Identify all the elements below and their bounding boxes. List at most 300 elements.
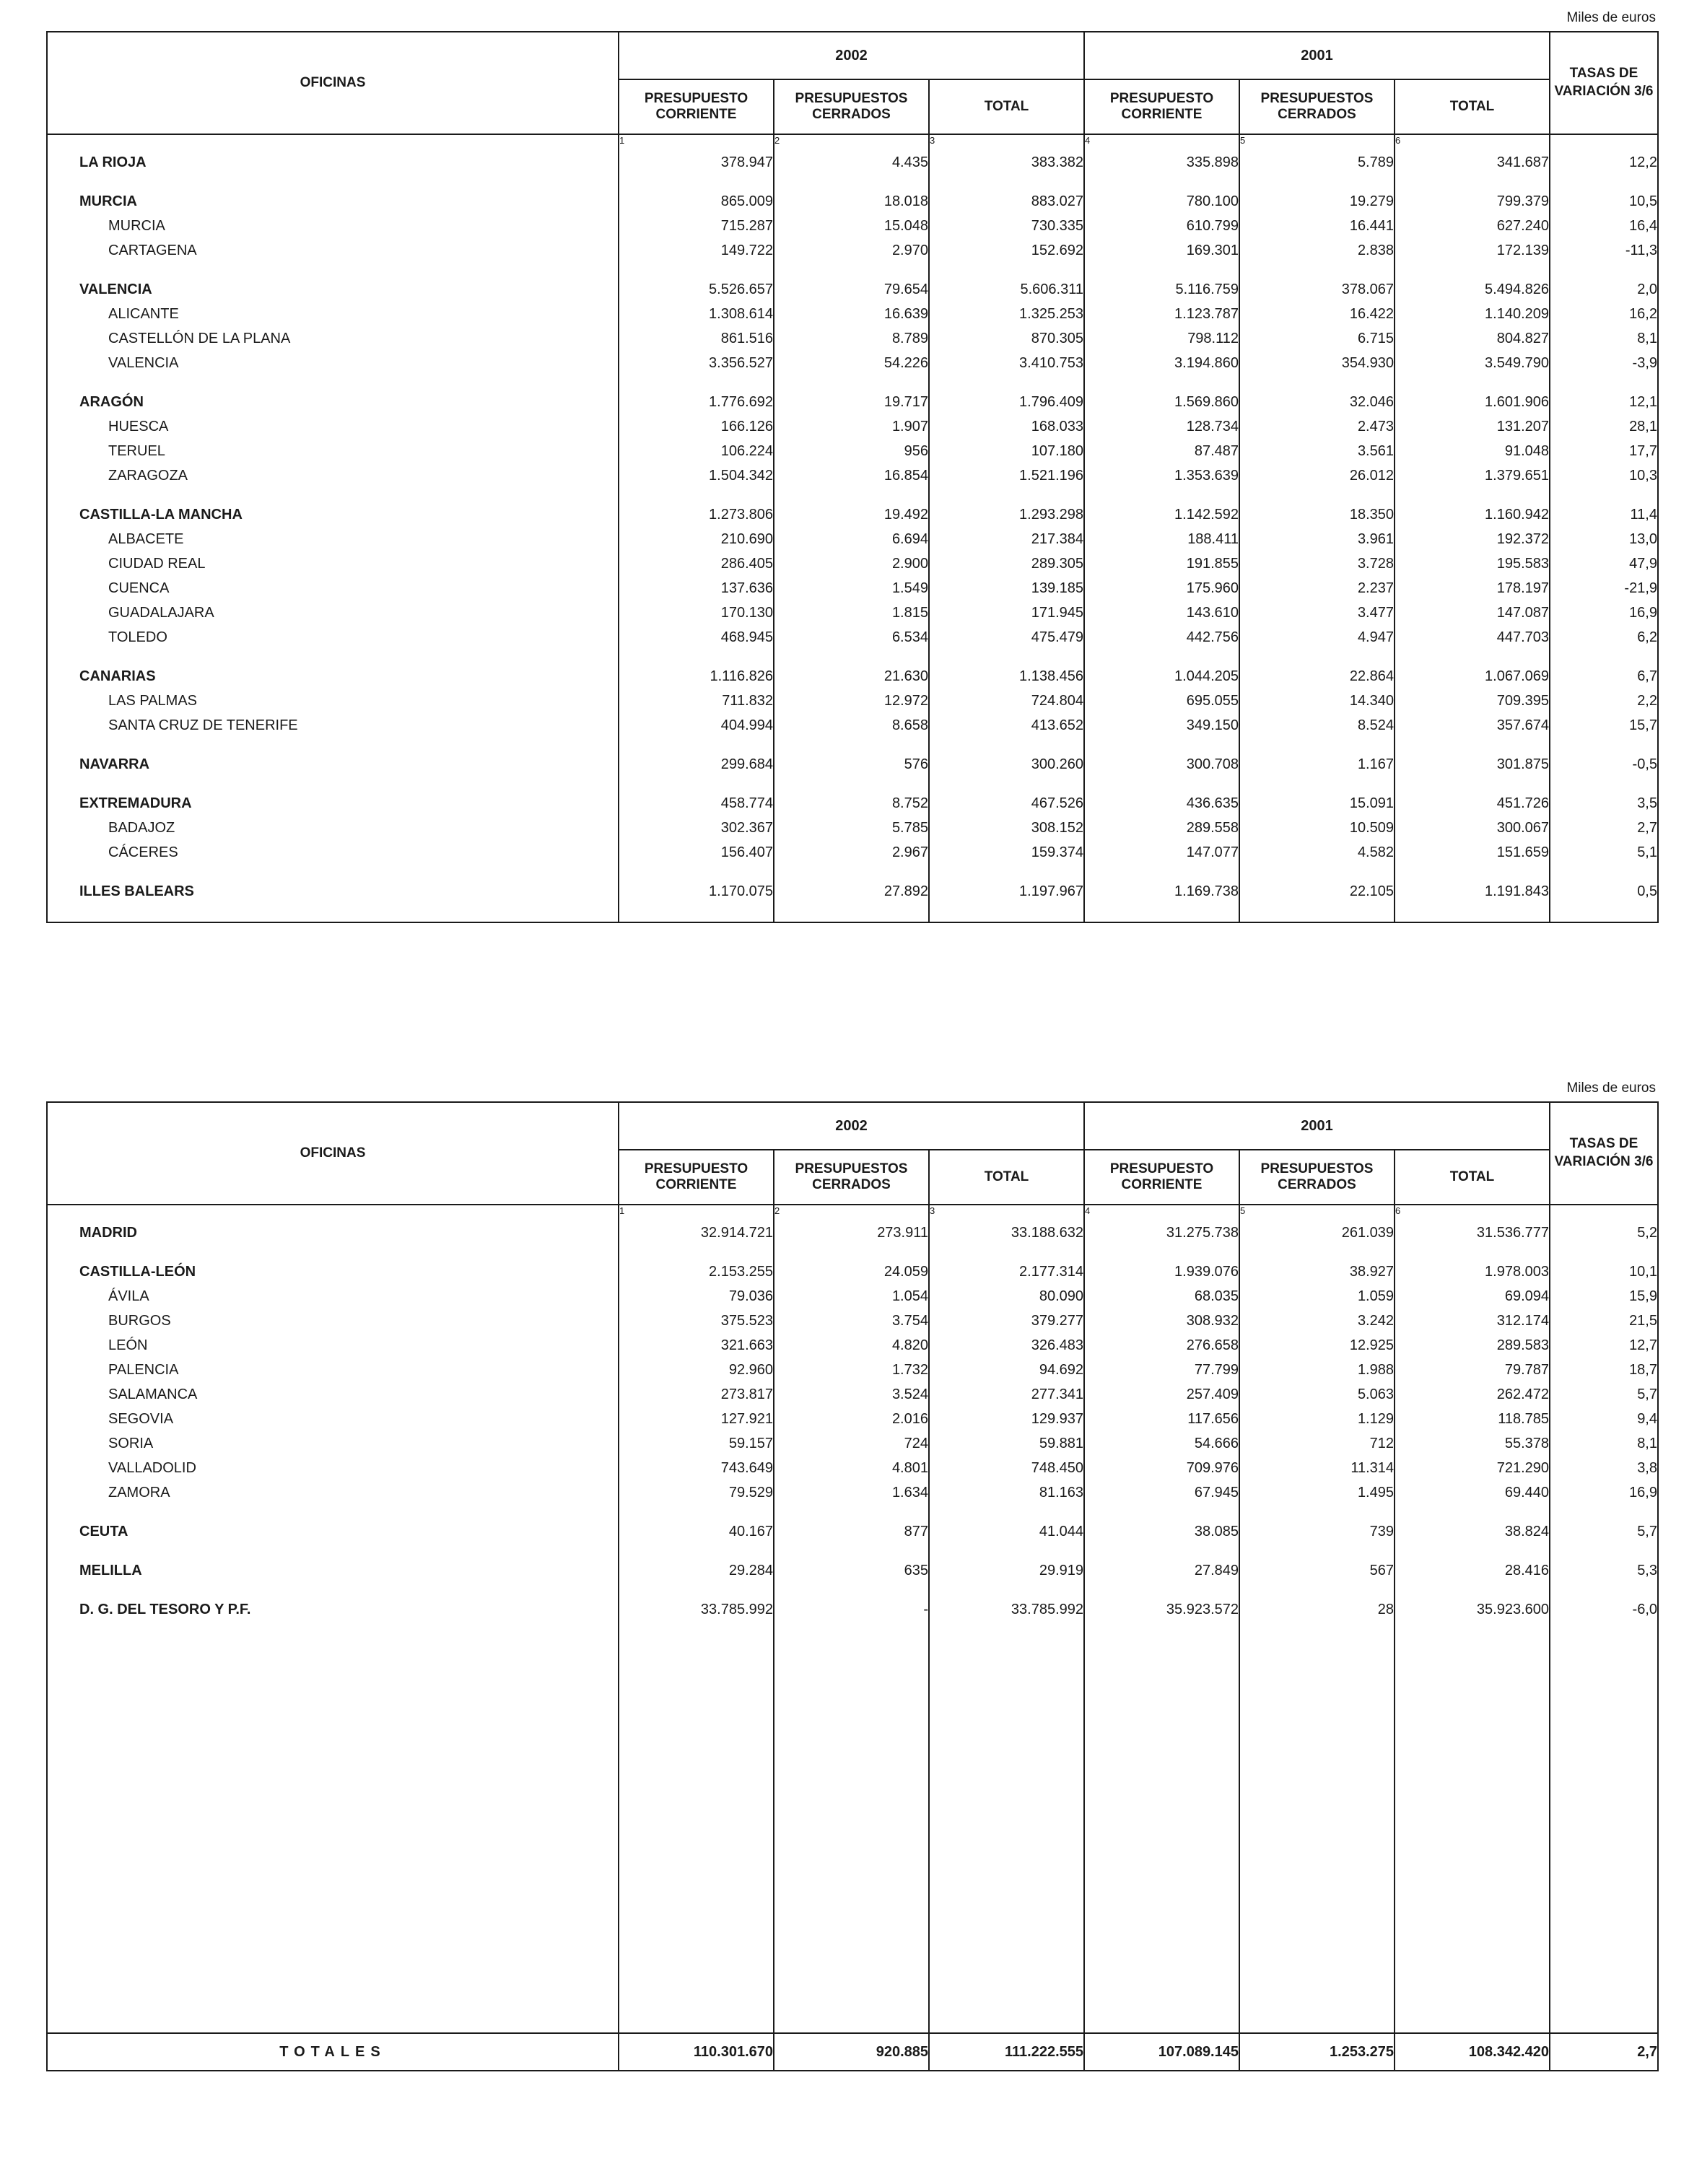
spacer-cell — [1084, 738, 1239, 752]
value-cell: 467.526 — [929, 791, 1084, 816]
value-cell: 712 — [1239, 1431, 1395, 1456]
value-cell: 447.703 — [1395, 625, 1550, 650]
spacer-cell — [929, 1622, 1084, 2033]
spacer-cell — [929, 904, 1084, 922]
totals-value: 920.885 — [774, 2033, 929, 2071]
value-cell: 59.881 — [929, 1431, 1084, 1456]
totals-value: 110.301.670 — [619, 2033, 774, 2071]
value-cell: 55.378 — [1395, 1431, 1550, 1456]
table-row — [47, 1220, 1658, 1245]
value-cell: 610.799 — [1084, 214, 1239, 238]
spacer-cell — [1239, 375, 1395, 390]
spacer-cell — [1395, 1544, 1550, 1558]
spacer-row — [47, 1622, 1658, 2033]
value-cell: 627.240 — [1395, 214, 1550, 238]
totals-row — [47, 2033, 1658, 2071]
value-cell: 24.059 — [774, 1259, 929, 1284]
value-cell: 721.290 — [1395, 1456, 1550, 1480]
office-label: MURCIA — [108, 217, 165, 234]
spacer-cell — [929, 1505, 1084, 1519]
value-cell: 375.523 — [619, 1309, 774, 1333]
value-cell: 273.911 — [774, 1220, 929, 1245]
table-row — [47, 1309, 1658, 1333]
value-cell: 12.925 — [1239, 1333, 1395, 1358]
spacer-cell — [929, 375, 1084, 390]
variation-value: 6,7 — [1550, 664, 1658, 689]
value-cell: 91.048 — [1395, 439, 1550, 463]
tasas-variacion-header: TASAS DE VARIACIÓN 3/6 — [1550, 1102, 1658, 1205]
office-label: ZAMORA — [108, 1484, 170, 1501]
table-row — [47, 1480, 1658, 1505]
value-cell: 188.411 — [1084, 527, 1239, 551]
value-cell: 799.379 — [1395, 189, 1550, 214]
table-row — [47, 664, 1658, 689]
spacer-cell — [929, 738, 1084, 752]
value-cell: 15.048 — [774, 214, 929, 238]
value-cell: 172.139 — [1395, 238, 1550, 263]
table-row — [47, 351, 1658, 375]
spacer-cell — [619, 1583, 774, 1597]
value-cell: 2.900 — [774, 551, 929, 576]
value-cell: 28.416 — [1395, 1558, 1550, 1583]
spacer-cell — [774, 865, 929, 879]
spacer-cell — [47, 738, 619, 752]
value-cell: 709.976 — [1084, 1456, 1239, 1480]
variation-value: 15,7 — [1550, 713, 1658, 738]
value-cell: 1.634 — [774, 1480, 929, 1505]
spacer-cell — [1550, 777, 1658, 791]
value-cell: 8.752 — [774, 791, 929, 816]
value-cell: 16.854 — [774, 463, 929, 488]
value-cell: 2.970 — [774, 238, 929, 263]
value-cell: 378.947 — [619, 150, 774, 175]
value-cell: 1.308.614 — [619, 302, 774, 326]
value-cell: 1.140.209 — [1395, 302, 1550, 326]
variation-value: -6,0 — [1550, 1597, 1658, 1622]
spacer-cell — [1084, 1245, 1239, 1259]
value-cell: 743.649 — [619, 1456, 774, 1480]
spacer-cell — [1239, 488, 1395, 502]
value-cell: 1.197.967 — [929, 879, 1084, 904]
spacer-cell — [774, 777, 929, 791]
value-cell: 79.787 — [1395, 1358, 1550, 1382]
value-cell: 1.939.076 — [1084, 1259, 1239, 1284]
value-cell: 31.275.738 — [1084, 1220, 1239, 1245]
value-cell: 79.529 — [619, 1480, 774, 1505]
variation-value: -21,9 — [1550, 576, 1658, 600]
value-cell: 6.715 — [1239, 326, 1395, 351]
spacer-row — [47, 1245, 1658, 1259]
spacer-row — [47, 738, 1658, 752]
value-cell: 695.055 — [1084, 689, 1239, 713]
table-row — [47, 463, 1658, 488]
value-cell: 79.654 — [774, 277, 929, 302]
table-row — [47, 625, 1658, 650]
variation-value: 12,2 — [1550, 150, 1658, 175]
value-cell: 383.382 — [929, 150, 1084, 175]
value-cell: 191.855 — [1084, 551, 1239, 576]
value-cell: 6.694 — [774, 527, 929, 551]
office-label: NAVARRA — [79, 756, 150, 772]
oficinas-header: OFICINAS — [47, 1102, 619, 1205]
value-cell: 159.374 — [929, 840, 1084, 865]
value-cell: 151.659 — [1395, 840, 1550, 865]
value-cell: 1.273.806 — [619, 502, 774, 527]
table-row — [47, 551, 1658, 576]
value-cell: 14.340 — [1239, 689, 1395, 713]
value-cell: 286.405 — [619, 551, 774, 576]
value-cell: 32.914.721 — [619, 1220, 774, 1245]
variation-value: 5,7 — [1550, 1382, 1658, 1407]
value-cell: 139.185 — [929, 576, 1084, 600]
office-label: CASTILLA-LA MANCHA — [79, 506, 243, 523]
office-label: BURGOS — [108, 1312, 171, 1329]
variation-value: 5,1 — [1550, 840, 1658, 865]
spacer-cell — [1084, 1544, 1239, 1558]
value-cell: 81.163 — [929, 1480, 1084, 1505]
value-cell: 379.277 — [929, 1309, 1084, 1333]
value-cell: 257.409 — [1084, 1382, 1239, 1407]
value-cell: 27.849 — [1084, 1558, 1239, 1583]
spacer-cell — [47, 904, 619, 922]
value-cell: 277.341 — [929, 1382, 1084, 1407]
value-cell: 1.907 — [774, 414, 929, 439]
presupuestos-cerrados-2002-header: PRESUPUESTOS CERRADOS — [774, 79, 929, 134]
spacer-cell — [1239, 1505, 1395, 1519]
value-cell: 262.472 — [1395, 1382, 1550, 1407]
value-cell: 29.919 — [929, 1558, 1084, 1583]
value-cell: 54.226 — [774, 351, 929, 375]
value-cell: 468.945 — [619, 625, 774, 650]
variation-value: 3,5 — [1550, 791, 1658, 816]
value-cell: 106.224 — [619, 439, 774, 463]
spacer-cell — [929, 488, 1084, 502]
spacer-cell — [1395, 1583, 1550, 1597]
column-number-empty — [47, 134, 619, 150]
spacer-cell — [1550, 1505, 1658, 1519]
value-cell: 1.138.456 — [929, 664, 1084, 689]
table-row — [47, 1519, 1658, 1544]
value-cell: 341.687 — [1395, 150, 1550, 175]
variation-value: 16,9 — [1550, 1480, 1658, 1505]
spacer-cell — [1550, 263, 1658, 277]
value-cell: 1.988 — [1239, 1358, 1395, 1382]
value-cell: 210.690 — [619, 527, 774, 551]
value-cell: 4.801 — [774, 1456, 929, 1480]
variation-value: 10,3 — [1550, 463, 1658, 488]
value-cell: 1.379.651 — [1395, 463, 1550, 488]
value-cell: 870.305 — [929, 326, 1084, 351]
office-label: D. G. DEL TESORO Y P.F. — [79, 1601, 251, 1617]
spacer-cell — [1084, 263, 1239, 277]
office-label: VALENCIA — [79, 281, 152, 297]
value-cell: 40.167 — [619, 1519, 774, 1544]
spacer-cell — [774, 263, 929, 277]
value-cell: 3.477 — [1239, 600, 1395, 625]
spacer-cell — [1395, 650, 1550, 664]
value-cell: 87.487 — [1084, 439, 1239, 463]
value-cell: 1.167 — [1239, 752, 1395, 777]
spacer-cell — [1395, 1622, 1550, 2033]
spacer-cell — [619, 650, 774, 664]
value-cell: 1.044.205 — [1084, 664, 1239, 689]
spacer-cell — [1550, 488, 1658, 502]
value-cell: 798.112 — [1084, 326, 1239, 351]
value-cell: 349.150 — [1084, 713, 1239, 738]
value-cell: 956 — [774, 439, 929, 463]
table-row — [47, 752, 1658, 777]
column-number: 4 — [1084, 134, 1239, 150]
office-label: VALENCIA — [108, 354, 179, 371]
value-cell: 804.827 — [1395, 326, 1550, 351]
office-label: ILLES BALEARS — [79, 883, 194, 899]
value-cell: 1.796.409 — [929, 390, 1084, 414]
value-cell: 19.717 — [774, 390, 929, 414]
value-cell: 715.287 — [619, 214, 774, 238]
spacer-cell — [929, 1544, 1084, 1558]
value-cell: 92.960 — [619, 1358, 774, 1382]
office-label: PALENCIA — [108, 1361, 179, 1378]
spacer-cell — [1395, 865, 1550, 879]
spacer-row — [47, 865, 1658, 879]
spacer-cell — [774, 650, 929, 664]
office-label: TOLEDO — [108, 629, 167, 645]
spacer-row — [47, 175, 1658, 189]
oficinas-header: OFICINAS — [47, 32, 619, 134]
presupuestos-cerrados-2002-header: PRESUPUESTOS CERRADOS — [774, 1150, 929, 1205]
value-cell: 1.293.298 — [929, 502, 1084, 527]
value-cell: 169.301 — [1084, 238, 1239, 263]
column-number: 2 — [774, 134, 929, 150]
value-cell: 2.177.314 — [929, 1259, 1084, 1284]
value-cell: 3.356.527 — [619, 351, 774, 375]
spacer-cell — [1550, 175, 1658, 189]
value-cell: 143.610 — [1084, 600, 1239, 625]
variation-value: 2,7 — [1550, 816, 1658, 840]
variation-value: 6,2 — [1550, 625, 1658, 650]
spacer-cell — [47, 650, 619, 664]
value-cell: 15.091 — [1239, 791, 1395, 816]
spacer-cell — [619, 263, 774, 277]
year-2002-header: 2002 — [619, 1102, 1084, 1150]
spacer-cell — [1239, 904, 1395, 922]
spacer-cell — [774, 1544, 929, 1558]
value-cell: 1.601.906 — [1395, 390, 1550, 414]
spacer-cell — [1395, 175, 1550, 189]
value-cell: 475.479 — [929, 625, 1084, 650]
value-cell: 8.789 — [774, 326, 929, 351]
header-row-years — [47, 1102, 1658, 1150]
spacer-cell — [619, 1245, 774, 1259]
value-cell: 22.105 — [1239, 879, 1395, 904]
variation-value: -0,5 — [1550, 752, 1658, 777]
value-cell: 300.708 — [1084, 752, 1239, 777]
value-cell: 54.666 — [1084, 1431, 1239, 1456]
value-cell: 357.674 — [1395, 713, 1550, 738]
spacer-cell — [929, 777, 1084, 791]
value-cell: 312.174 — [1395, 1309, 1550, 1333]
office-label: CUENCA — [108, 580, 170, 596]
spacer-cell — [47, 263, 619, 277]
value-cell: 865.009 — [619, 189, 774, 214]
spacer-cell — [1395, 1505, 1550, 1519]
spacer-cell — [47, 488, 619, 502]
spacer-cell — [47, 375, 619, 390]
spacer-cell — [1550, 650, 1658, 664]
spacer-cell — [1084, 1583, 1239, 1597]
value-cell: 1.549 — [774, 576, 929, 600]
spacer-cell — [1084, 777, 1239, 791]
table-row — [47, 502, 1658, 527]
table-block-1 — [46, 10, 1657, 923]
value-cell: 413.652 — [929, 713, 1084, 738]
value-cell: 28 — [1239, 1597, 1395, 1622]
variation-value: 15,9 — [1550, 1284, 1658, 1309]
variation-value: 9,4 — [1550, 1407, 1658, 1431]
variation-value: 12,7 — [1550, 1333, 1658, 1358]
value-cell: 404.994 — [619, 713, 774, 738]
table-row — [47, 879, 1658, 904]
value-cell: 1.191.843 — [1395, 879, 1550, 904]
table-row — [47, 326, 1658, 351]
variation-value: 11,4 — [1550, 502, 1658, 527]
office-label: CASTILLA-LEÓN — [79, 1263, 196, 1280]
year-2001-header: 2001 — [1084, 32, 1550, 79]
value-cell: 2.473 — [1239, 414, 1395, 439]
spacer-cell — [929, 1245, 1084, 1259]
value-cell: 1.067.069 — [1395, 664, 1550, 689]
spacer-cell — [1395, 375, 1550, 390]
value-cell: 354.930 — [1239, 351, 1395, 375]
value-cell: 1.732 — [774, 1358, 929, 1382]
total-2002-header: TOTAL — [929, 1150, 1084, 1205]
year-2001-header: 2001 — [1084, 1102, 1550, 1150]
value-cell: 137.636 — [619, 576, 774, 600]
spacer-cell — [619, 488, 774, 502]
spacer-cell — [774, 738, 929, 752]
value-cell: 567 — [1239, 1558, 1395, 1583]
value-cell: 635 — [774, 1558, 929, 1583]
value-cell: 1.160.942 — [1395, 502, 1550, 527]
office-label: ARAGÓN — [79, 393, 144, 410]
office-label: LEÓN — [108, 1337, 148, 1353]
value-cell: 308.932 — [1084, 1309, 1239, 1333]
total-2002-header: TOTAL — [929, 79, 1084, 134]
office-label: CEUTA — [79, 1523, 128, 1539]
column-number: 1 — [619, 134, 774, 150]
table-block-2 — [46, 1080, 1657, 2071]
spacer-cell — [1239, 1245, 1395, 1259]
spacer-cell — [1550, 738, 1658, 752]
value-cell: 724.804 — [929, 689, 1084, 713]
column-number-empty — [1550, 134, 1658, 150]
value-cell: 5.789 — [1239, 150, 1395, 175]
table-row — [47, 1431, 1658, 1456]
value-cell: 79.036 — [619, 1284, 774, 1309]
budget-table-2 — [46, 1101, 1659, 2071]
value-cell: 442.756 — [1084, 625, 1239, 650]
presupuesto-corriente-2002-header: PRESUPUESTO CORRIENTE — [619, 1150, 774, 1205]
value-cell: 709.395 — [1395, 689, 1550, 713]
value-cell: 1.054 — [774, 1284, 929, 1309]
value-cell: 8.524 — [1239, 713, 1395, 738]
office-label: CIUDAD REAL — [108, 555, 206, 572]
spacer-cell — [774, 1245, 929, 1259]
spacer-cell — [1395, 263, 1550, 277]
variation-value: 5,2 — [1550, 1220, 1658, 1245]
spacer-cell — [47, 1583, 619, 1597]
spacer-cell — [1084, 175, 1239, 189]
value-cell: 35.923.600 — [1395, 1597, 1550, 1622]
value-cell: 730.335 — [929, 214, 1084, 238]
value-cell: 1.776.692 — [619, 390, 774, 414]
value-cell: 1.129 — [1239, 1407, 1395, 1431]
table-row — [47, 277, 1658, 302]
value-cell: 128.734 — [1084, 414, 1239, 439]
value-cell: 68.035 — [1084, 1284, 1239, 1309]
value-cell: 32.046 — [1239, 390, 1395, 414]
table-row — [47, 576, 1658, 600]
variation-value: 2,2 — [1550, 689, 1658, 713]
value-cell: 18.350 — [1239, 502, 1395, 527]
value-cell: 80.090 — [929, 1284, 1084, 1309]
value-cell: 3.194.860 — [1084, 351, 1239, 375]
value-cell: 5.785 — [774, 816, 929, 840]
spacer-cell — [1395, 488, 1550, 502]
spacer-cell — [619, 904, 774, 922]
value-cell: 192.372 — [1395, 527, 1550, 551]
office-label: SANTA CRUZ DE TENERIFE — [108, 717, 298, 733]
value-cell: 33.188.632 — [929, 1220, 1084, 1245]
unit-label: Miles de euros — [1566, 1080, 1656, 1096]
spacer-cell — [619, 738, 774, 752]
spacer-cell — [774, 175, 929, 189]
value-cell: 127.921 — [619, 1407, 774, 1431]
value-cell: 5.606.311 — [929, 277, 1084, 302]
value-cell: 1.170.075 — [619, 879, 774, 904]
table-2-body — [47, 1205, 1658, 2071]
value-cell: 147.087 — [1395, 600, 1550, 625]
office-label: ZARAGOZA — [108, 467, 188, 484]
variation-value: 3,8 — [1550, 1456, 1658, 1480]
variation-value: 47,9 — [1550, 551, 1658, 576]
value-cell: 1.142.592 — [1084, 502, 1239, 527]
spacer-row — [47, 777, 1658, 791]
table-row — [47, 1333, 1658, 1358]
spacer-row — [47, 263, 1658, 277]
column-number: 2 — [774, 1205, 929, 1220]
spacer-row — [47, 1583, 1658, 1597]
variation-value: 5,7 — [1550, 1519, 1658, 1544]
spacer-cell — [619, 1505, 774, 1519]
presupuestos-cerrados-2001-header: PRESUPUESTOS CERRADOS — [1239, 79, 1395, 134]
variation-value: 5,3 — [1550, 1558, 1658, 1583]
table-row — [47, 791, 1658, 816]
spacer-row — [47, 375, 1658, 390]
tasas-variacion-header: TASAS DE VARIACIÓN 3/6 — [1550, 32, 1658, 134]
total-2001-header: TOTAL — [1395, 1150, 1550, 1205]
spacer-cell — [774, 375, 929, 390]
value-cell: 321.663 — [619, 1333, 774, 1358]
value-cell: 1.325.253 — [929, 302, 1084, 326]
spacer-cell — [619, 1544, 774, 1558]
value-cell: 780.100 — [1084, 189, 1239, 214]
spacer-row — [47, 1505, 1658, 1519]
column-number: 3 — [929, 134, 1084, 150]
spacer-cell — [1239, 777, 1395, 791]
totals-label: TOTALES — [47, 2033, 619, 2071]
value-cell: 22.864 — [1239, 664, 1395, 689]
